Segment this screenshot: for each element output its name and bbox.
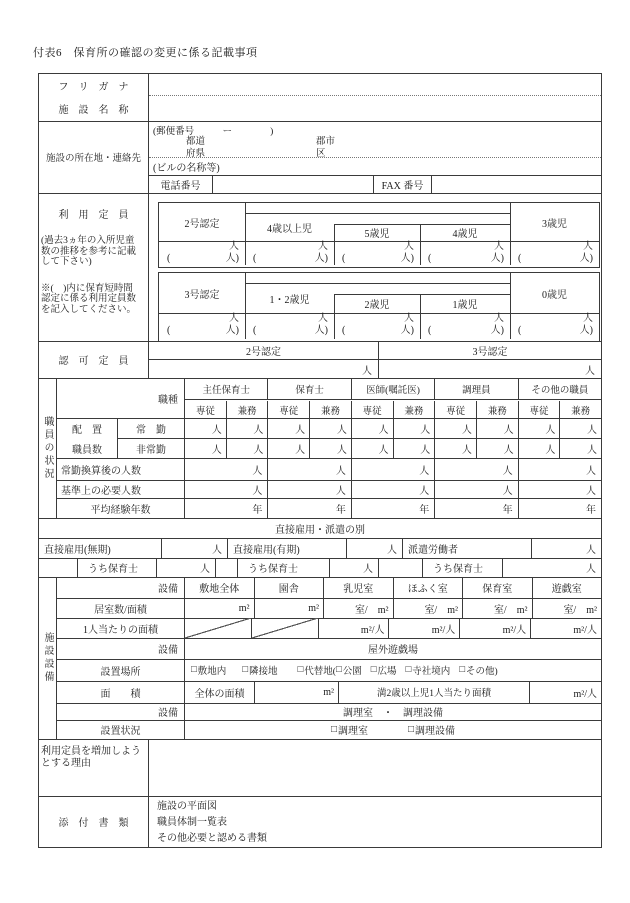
city-label-bottom: 区 [316, 149, 326, 159]
staff-count-input[interactable]: 人 [434, 438, 476, 458]
person-unit: 人 [494, 313, 504, 324]
kitchen-label: 調理室 ・ 調理設備 [343, 708, 443, 719]
age-group-12-label: 1・2歳児 [269, 294, 310, 306]
paren-open: ( [167, 325, 171, 336]
duty-part-label: 兼務 [226, 401, 268, 418]
employment-count-input[interactable]: 人 [161, 538, 227, 558]
approved-col2-input[interactable]: 人 [379, 359, 601, 378]
paren-open: ( [167, 253, 171, 264]
capacity-input-cell[interactable] [510, 313, 599, 339]
person-unit: 人 [494, 241, 504, 252]
approved-capacity-label: 認 可 定 員 [39, 341, 149, 378]
staff-count-input[interactable]: 人 [211, 424, 222, 436]
rooms-area-label: 居室数/面積 [57, 598, 185, 618]
placement-count-label: 配 置 職員数 [57, 418, 118, 458]
total-area-label: 全体の面積 [194, 688, 245, 700]
city-label-top: 郡市 [316, 137, 336, 147]
required-staff-input[interactable]: 人 [518, 480, 601, 498]
staff-count-input[interactable]: 人 [393, 438, 435, 458]
person-unit: 人 [583, 313, 593, 324]
outdoor-playground-label: 屋外遊戯場 [368, 645, 418, 656]
checkbox-kitchen-equipment[interactable]: □ 調理設備 [408, 724, 456, 737]
checkbox-park[interactable]: □ 公園 [335, 665, 362, 677]
paren-open: ( [342, 325, 346, 336]
role-names-row [185, 378, 601, 400]
staff-count-input[interactable]: 人 [559, 438, 601, 458]
parttime-label: 非常勤 [118, 438, 185, 458]
prefecture-label-bottom: 府県 [186, 149, 206, 159]
area-column-label: 遊戯室 [532, 577, 602, 598]
paren-open: ( [428, 325, 432, 336]
role-header-label: 職種 [57, 378, 185, 418]
checkbox-onsite[interactable]: □ 敷地内 [191, 665, 227, 677]
person-paren-close: 人) [400, 325, 414, 336]
checkbox-icon: □ [330, 724, 337, 735]
facility-name-label: 施 設 名 称 [58, 105, 129, 116]
paren-open: ( [253, 253, 257, 264]
staff-count-input[interactable]: 人 [226, 438, 268, 458]
staff-section-label [39, 378, 57, 518]
fulltime-count-row [185, 418, 601, 438]
duty-part-label: 兼務 [559, 401, 601, 418]
duty-full-label: 専従 [195, 406, 215, 417]
area-row-label: 面 積 [57, 681, 185, 703]
age-4-label: 4歳児 [452, 229, 478, 240]
checkbox-icon: □ [191, 665, 197, 675]
paren-open: ( [518, 253, 522, 264]
checkbox-kitchen-room[interactable]: □ 調理室 [330, 724, 368, 737]
person-paren-close: 人) [225, 325, 239, 336]
area-columns-row [185, 577, 601, 598]
capacity-input-cell[interactable] [245, 313, 334, 339]
staff-count-input[interactable]: 人 [351, 438, 393, 458]
person-paren-close: 人) [579, 325, 593, 336]
duty-full-label: 専従 [351, 401, 393, 418]
sub-childcare-label: うち保育士 [422, 558, 502, 577]
fax-input[interactable] [431, 176, 601, 193]
cert3-label: 3号認定 [184, 289, 220, 301]
capacity-tables-area [149, 193, 601, 341]
rooms-area-input[interactable]: 室/ m² [532, 598, 602, 618]
per-person-input[interactable]: m²/人 [459, 618, 530, 638]
staff-count-input[interactable]: 人 [351, 418, 393, 438]
sub-childcare-label: うち保育士 [77, 558, 156, 577]
person-unit: 人 [583, 241, 593, 252]
role-name: 医師(嘱託医) [351, 378, 434, 399]
prefecture-label-top: 都道 [186, 137, 206, 147]
role-name: その他の職員 [518, 378, 601, 399]
duty-full-label: 専従 [434, 401, 476, 418]
experience-input[interactable]: 年 [434, 498, 517, 518]
checkbox-alternative[interactable]: □ 代替地( [297, 665, 336, 677]
attachments-label: 添 付 書 類 [39, 796, 149, 847]
total-area-input[interactable]: m² [254, 681, 338, 703]
capacity-note2-line2: 認定に係る利用定員数 [41, 294, 137, 304]
capacity-input-cell[interactable] [334, 313, 420, 339]
paren-open: ( [342, 253, 346, 264]
reason-input[interactable] [149, 739, 601, 796]
person-unit: 人 [229, 241, 239, 252]
per-person-area-label: 1人当たりの面積 [57, 618, 185, 638]
cert2-label: 2号認定 [184, 218, 220, 230]
required-staff-row [185, 480, 601, 498]
staff-count-input[interactable]: 人 [211, 444, 222, 456]
person-paren-close: 人) [490, 253, 504, 264]
staff-count-input[interactable]: 人 [476, 418, 518, 438]
sub-childcare-input[interactable]: 人 [329, 558, 379, 577]
person-unit: 人 [404, 313, 414, 324]
furigana-label: フ リ ガ ナ [58, 82, 129, 93]
capacity-input-cell[interactable] [159, 241, 245, 265]
role-name: 主任保育士 [202, 385, 250, 396]
age-2-label: 2歳児 [364, 300, 390, 311]
name-label-cell [39, 74, 149, 121]
capacity-note1-line2: 数の推移を参考に記載 [41, 246, 137, 257]
duty-type-row [185, 401, 601, 418]
person-paren-close: 人) [314, 253, 328, 264]
role-name: 調理員 [434, 378, 517, 399]
experience-input[interactable]: 年 [267, 498, 350, 518]
tel-input[interactable] [212, 176, 373, 193]
person-paren-close: 人) [225, 253, 239, 264]
phone-row [149, 176, 601, 193]
rooms-area-input[interactable]: 室/ m² [462, 598, 532, 618]
installation-status-label: 設置状況 [57, 720, 185, 739]
employment-row [39, 538, 601, 558]
attachment-item: その他必要と認める書類 [157, 833, 267, 844]
person-paren-close: 人) [579, 253, 593, 264]
area-column-label: 敷地全体 [199, 584, 240, 595]
experience-input[interactable]: 年 [252, 504, 263, 516]
capacity-input-cell[interactable] [420, 241, 510, 265]
parttime-count-row [185, 438, 601, 458]
main-form-table [38, 73, 602, 848]
required-staff-input[interactable]: 人 [351, 480, 434, 498]
checkbox-icon: □ [335, 665, 342, 675]
equipment-section-label [39, 577, 57, 739]
experience-input[interactable]: 年 [518, 498, 601, 518]
person-unit: 人 [318, 313, 328, 324]
page-title: 付表6 保育所の確認の変更に係る記載事項 [33, 47, 258, 59]
duty-full-label: 専従 [518, 401, 560, 418]
capacity-input-cell[interactable] [245, 241, 334, 265]
paren-open: ( [428, 253, 432, 264]
capacity-band-no2 [158, 202, 600, 268]
staff-count-input[interactable]: 人 [267, 418, 309, 438]
employment-count-input[interactable]: 人 [346, 538, 402, 558]
childcare-staff-subrow [39, 558, 601, 577]
staff-count-input[interactable]: 人 [226, 418, 268, 438]
postal-code-label: (郵便番号 ー ) [153, 127, 274, 137]
person-paren-close: 人) [400, 253, 414, 264]
building-name-input[interactable]: (ビルの名称等) [149, 158, 601, 176]
checkbox-shrine[interactable]: □ 寺社境内 [405, 665, 451, 677]
per-person-area-row [185, 618, 601, 638]
age-0-label: 0歳児 [542, 289, 567, 301]
staff-count-input[interactable]: 人 [309, 418, 351, 438]
area-column-label: ほふく室 [393, 577, 463, 598]
area-input[interactable]: m² [238, 602, 250, 614]
capacity-note1-line1: (過去3ヵ年の入所児童 [41, 236, 135, 246]
approved-col2-label: 3号認定 [472, 346, 508, 358]
fte-input[interactable]: 人 [252, 465, 263, 477]
checkbox-other[interactable]: □ その他) [459, 665, 498, 677]
address-input-area[interactable] [149, 121, 601, 158]
equipment-label: 設備 [57, 638, 185, 659]
person-unit: 人 [404, 241, 414, 252]
employment-count-input[interactable]: 人 [531, 538, 601, 558]
attachment-item: 施設の平面図 [157, 801, 217, 812]
area-input[interactable]: m² [254, 598, 324, 618]
age-group-4plus-label: 4歳以上児 [267, 223, 312, 235]
experience-label: 平均経験年数 [57, 498, 185, 518]
sub-childcare-label: うち保育士 [237, 558, 329, 577]
duty-part-label: 兼務 [393, 401, 435, 418]
person-paren-close: 人) [490, 325, 504, 336]
capacity-input-cell[interactable] [510, 241, 599, 265]
paren-open: ( [253, 325, 257, 336]
staff-count-input[interactable]: 人 [559, 418, 601, 438]
area-column-label: 保育室 [462, 577, 532, 598]
rooms-area-row [185, 598, 601, 618]
required-staff-label: 基準上の必要人数 [57, 480, 185, 498]
experience-input[interactable]: 年 [351, 498, 434, 518]
checkbox-plaza[interactable]: □ 広場 [370, 665, 397, 677]
fte-input[interactable]: 人 [518, 458, 601, 480]
fte-input[interactable]: 人 [267, 458, 350, 480]
staff-count-input[interactable]: 人 [434, 418, 476, 438]
not-applicable-cell [251, 618, 318, 638]
employment-type-label: 直接雇用(無期) [44, 544, 111, 556]
facility-name-input[interactable] [149, 96, 601, 121]
per-person-input[interactable]: m²/人 [318, 618, 389, 638]
equipment-label: 設備 [57, 703, 185, 720]
tel-label: 電話番号 [160, 181, 201, 192]
capacity-note2-line1: ※( )内に保育短時間 [41, 283, 133, 294]
staff-count-input[interactable]: 人 [267, 438, 309, 458]
paren-open: ( [518, 325, 522, 336]
capacity-note1-line3: して下さい) [41, 257, 92, 267]
age-1-label: 1歳児 [452, 300, 478, 311]
checkbox-icon: □ [242, 665, 249, 675]
per-child-area-label: 満2歳以上児1人当たり面積 [338, 681, 529, 703]
employment-header: 直接雇用・派遣の別 [275, 524, 365, 536]
attachment-item: 職員体制一覧表 [157, 817, 227, 828]
checkbox-icon: □ [297, 665, 304, 675]
capacity-input-cell[interactable] [159, 313, 245, 339]
required-staff-input[interactable]: 人 [267, 480, 350, 498]
reason-label: 利用定員を増加しよう とする理由 [39, 739, 149, 796]
capacity-note2-line3: を記入してください。 [41, 304, 137, 315]
sub-childcare-input[interactable]: 人 [156, 558, 216, 577]
checkbox-icon: □ [408, 724, 415, 735]
per-child-area-input[interactable]: m²/人 [529, 681, 601, 703]
capacity-input-cell[interactable] [420, 313, 510, 339]
capacity-band-no3 [158, 272, 600, 342]
fax-label: FAX 番号 [373, 176, 431, 193]
duty-full-label: 専従 [267, 401, 309, 418]
staff-count-input[interactable]: 人 [518, 418, 560, 438]
not-applicable-cell [185, 618, 251, 638]
staff-count-input[interactable]: 人 [518, 438, 560, 458]
rooms-area-input[interactable]: 室/ m² [393, 598, 463, 618]
address-section-label: 施設の所在地・連絡先 [39, 121, 149, 193]
checkbox-icon: □ [370, 665, 377, 675]
duty-part-label: 兼務 [309, 401, 351, 418]
staff-count-input[interactable]: 人 [393, 418, 435, 438]
employment-type-label: 直接雇用(有期) [227, 538, 346, 558]
equipment-vertical-label: 施設設備 [42, 632, 53, 684]
area-column-label: 乳児室 [323, 577, 393, 598]
age-3-label: 3歳児 [542, 218, 567, 230]
area-row [185, 681, 601, 703]
area-column-label: 園舎 [254, 577, 324, 598]
required-staff-input[interactable]: 人 [252, 485, 263, 497]
staff-count-input[interactable]: 人 [309, 438, 351, 458]
checkbox-icon: □ [405, 665, 412, 675]
person-paren-close: 人) [314, 325, 328, 336]
approved-capacity-area [149, 341, 601, 378]
approved-col1-input[interactable]: 人 [149, 359, 378, 378]
rooms-area-input[interactable]: 室/ m² [323, 598, 393, 618]
person-unit: 人 [318, 241, 328, 252]
capacity-input-cell[interactable] [334, 241, 420, 265]
sub-childcare-input[interactable]: 人 [502, 558, 601, 577]
approved-col1-label: 2号認定 [246, 346, 281, 358]
fte-input[interactable]: 人 [351, 458, 434, 480]
installation-status-row [185, 720, 601, 739]
employment-type-label: 派遣労働者 [402, 538, 531, 558]
furigana-input[interactable] [149, 74, 601, 96]
age-5-label: 5歳児 [364, 229, 390, 240]
checkbox-icon: □ [459, 665, 465, 675]
required-staff-input[interactable]: 人 [434, 480, 517, 498]
staff-count-input[interactable]: 人 [476, 438, 518, 458]
fte-row [185, 458, 601, 480]
experience-row [185, 498, 601, 518]
location-label: 設置場所 [57, 659, 185, 681]
role-name: 保育士 [267, 378, 350, 399]
person-unit: 人 [229, 313, 239, 324]
attachments-list [149, 796, 601, 847]
location-options-row [185, 659, 601, 681]
staff-vertical-label: 職員の状況 [42, 415, 53, 481]
fulltime-label: 常 勤 [118, 418, 185, 438]
per-person-input[interactable]: m²/人 [388, 618, 459, 638]
per-person-input[interactable]: m²/人 [530, 618, 601, 638]
capacity-label-cell [39, 193, 149, 341]
equipment-label: 設備 [57, 577, 185, 598]
duty-part-label: 兼務 [476, 401, 518, 418]
fte-input[interactable]: 人 [434, 458, 517, 480]
capacity-label: 利 用 定 員 [58, 210, 129, 221]
fte-label: 常勤換算後の人数 [57, 458, 185, 480]
checkbox-adjacent[interactable]: □ 隣接地 [242, 665, 278, 677]
